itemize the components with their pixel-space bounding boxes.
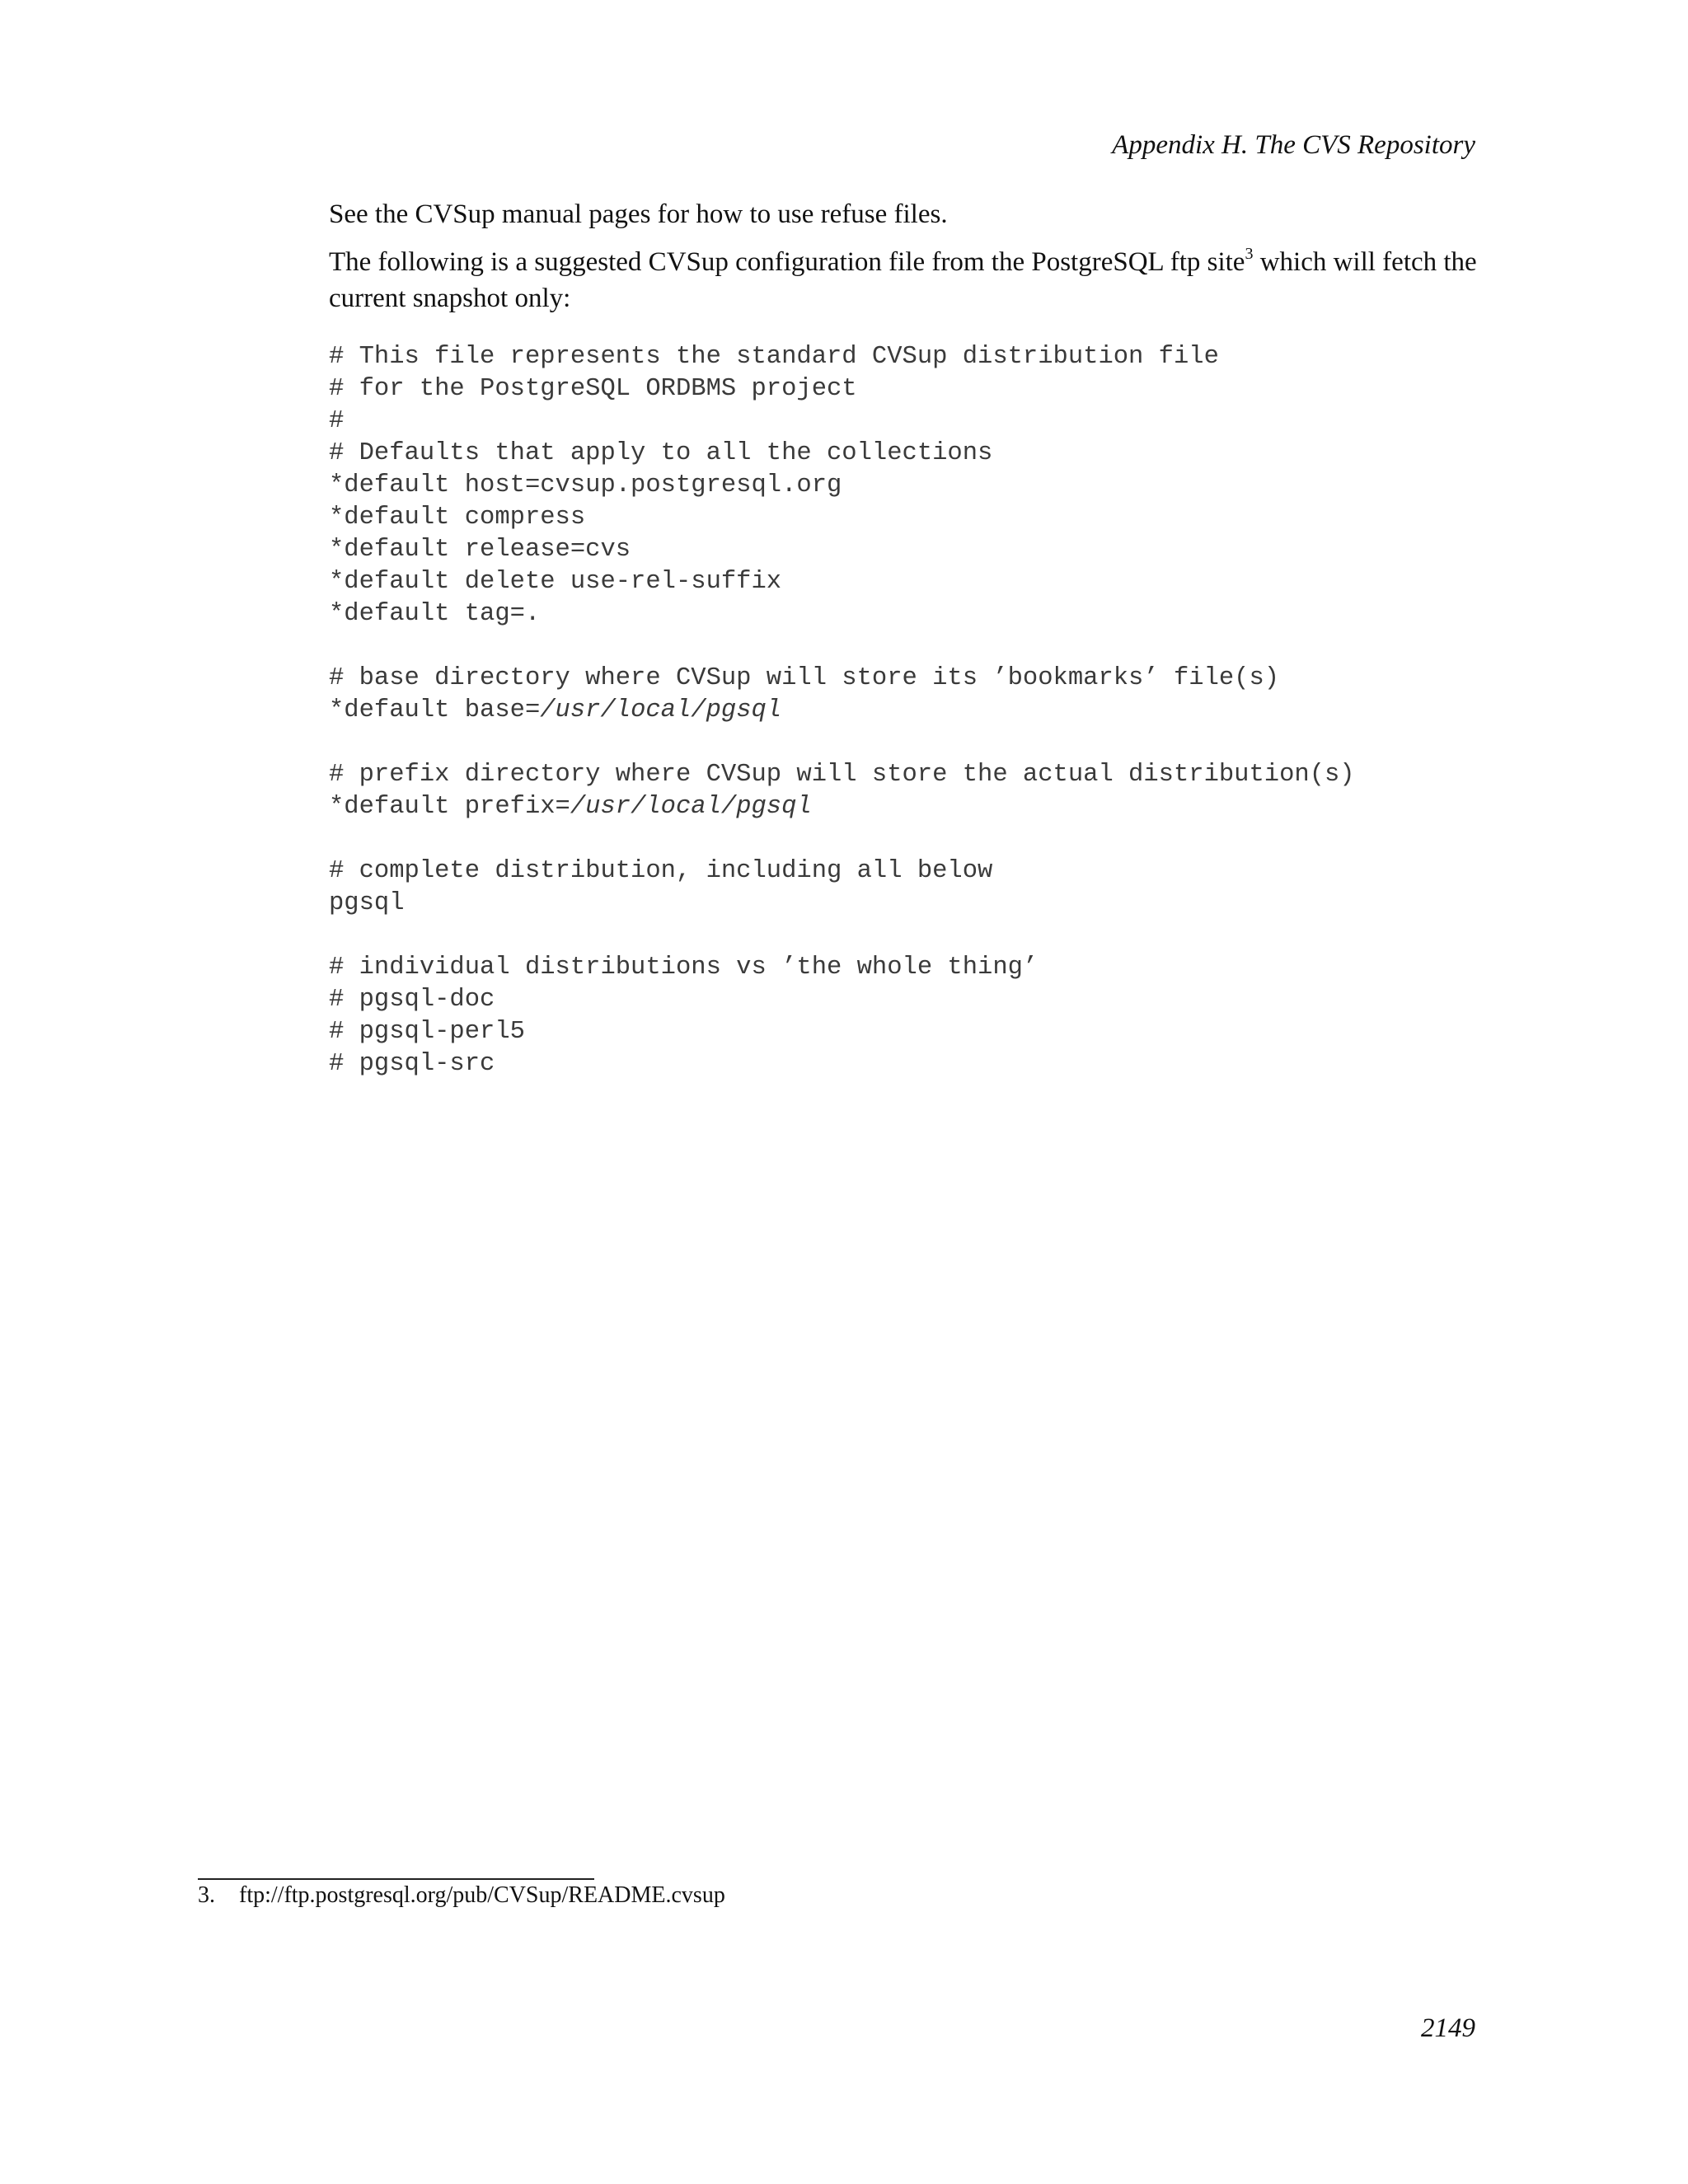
cvsup-config-code-block [329, 341, 1355, 1080]
code-line: *default release=cvs [329, 536, 631, 564]
code-line: # This file represents the standard CVSup distribution file [329, 343, 1219, 371]
intro-paragraph: See the CVSup manual pages for how to use refuse files. [329, 199, 948, 229]
code-line: *default host=cvsup.postgresql.org [329, 471, 842, 499]
code-line: # prefix directory where CVSup will store the actual distribution(s) [329, 761, 1355, 789]
code-line: pgsql [329, 889, 405, 917]
code-line: # pgsql-perl5 [329, 1018, 525, 1046]
page-number: 2149 [1421, 2013, 1475, 2043]
running-header: Appendix H. The CVS Repository [1112, 130, 1475, 160]
code-blank-line [329, 727, 1355, 759]
code-blank-line [329, 823, 1355, 855]
code-blank-line [329, 630, 1355, 663]
config-intro-paragraph [329, 244, 1479, 316]
code-base-path: /usr/local/pgsql [540, 696, 782, 724]
code-line: # complete distribution, including all below [329, 857, 993, 885]
code-line: *default compress [329, 504, 586, 532]
footnote-link[interactable]: ftp://ftp.postgresql.org/pub/CVSup/README.cvsup [239, 1882, 725, 1908]
code-line: # pgsql-src [329, 1050, 495, 1078]
footnote [198, 1881, 725, 1910]
code-line-prefix [329, 791, 1355, 823]
code-line: # [329, 407, 345, 435]
code-line: # individual distributions vs ’the whole thing’ [329, 954, 1039, 982]
code-line: *default tag=. [329, 600, 541, 628]
code-line: # Defaults that apply to all the collections [329, 439, 993, 467]
code-blank-line [329, 920, 1355, 952]
code-line: # base directory where CVSup will store its ’bookmarks’ file(s) [329, 664, 1280, 692]
code-line: # for the PostgreSQL ORDBMS project [329, 375, 857, 403]
config-intro-text-continued: which will fetch the current snapshot only: [329, 247, 1477, 313]
code-line: *default delete use-rel-suffix [329, 568, 782, 596]
config-intro-text: The following is a suggested CVSup configuration file from the PostgreSQL ftp site [329, 247, 1245, 277]
footnote-number: 3. [198, 1882, 215, 1908]
code-line-base [329, 695, 1355, 727]
code-prefix-path: /usr/local/pgsql [570, 793, 812, 821]
code-line: # pgsql-doc [329, 986, 495, 1014]
footnote-divider [198, 1878, 594, 1880]
code-prefix-setting: *default prefix= [329, 793, 570, 821]
footnote-reference[interactable]: 3 [1245, 245, 1254, 263]
code-base-setting: *default base= [329, 696, 541, 724]
